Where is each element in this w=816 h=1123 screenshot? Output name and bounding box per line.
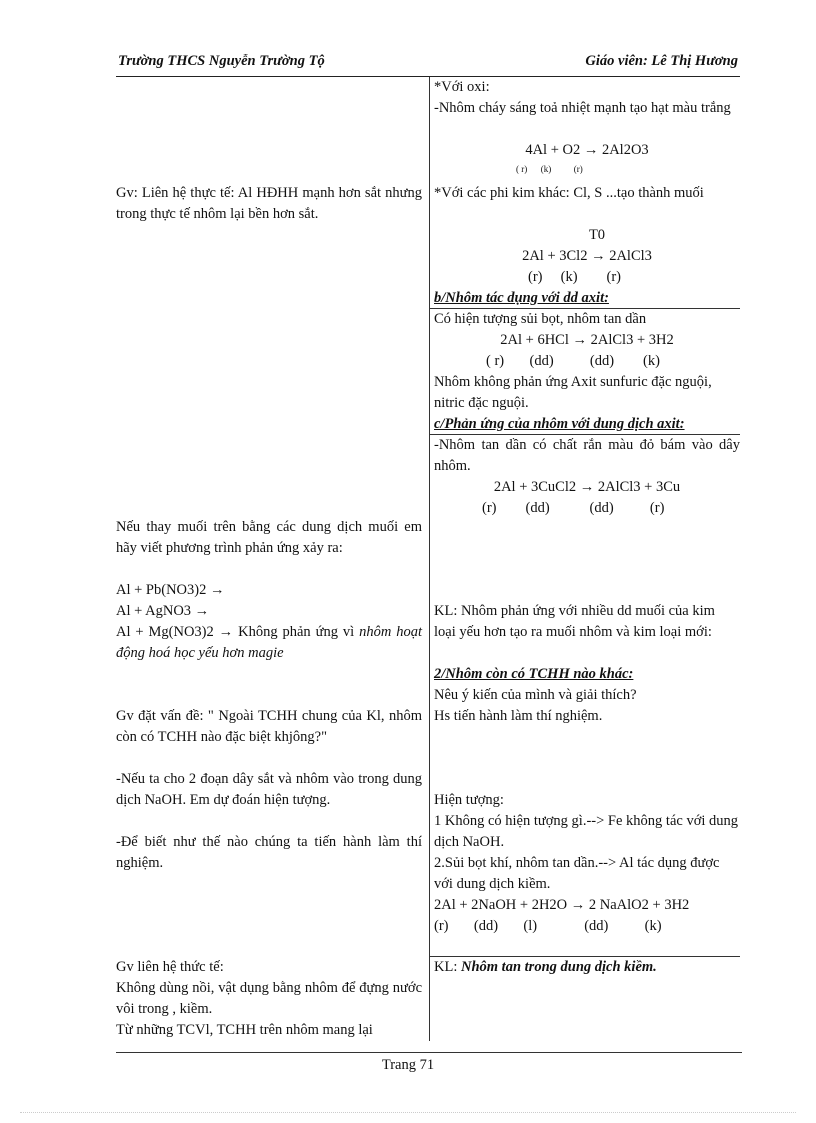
left-p6-3: Từ những TCVl, TCHH trên nhôm mang lại bbox=[116, 1022, 373, 1038]
left-eq2: Al + AgNO3 → bbox=[116, 603, 210, 619]
left-eq3 bbox=[116, 622, 422, 664]
right-eq4: 2Al + 3CuCl2 → 2AlCl3 + 3Cu bbox=[493, 479, 681, 495]
footer-rule bbox=[116, 1052, 742, 1053]
row-divider-2 bbox=[430, 434, 740, 435]
right-r4: Có hiện tượng sủi bọt, nhôm tan dần bbox=[434, 311, 647, 327]
left-p4: -Nếu ta cho 2 đoạn dây sắt và nhôm vào trong dung dịch NaOH. Em dự đoán hiện tượng. bbox=[116, 771, 422, 808]
left-p2: Nếu thay muối trên bằng các dung dịch muối em hãy viết phương trình phản ứng xảy ra: bbox=[116, 519, 422, 556]
left-p5: -Để biết như thế nào chúng ta tiến hành làm thí nghiệm. bbox=[116, 834, 422, 871]
right-r13 bbox=[434, 957, 740, 978]
right-r3: *Với các phi kim khác: Cl, S ...tạo thành muối bbox=[434, 185, 704, 201]
right-r1: *Với oxi: bbox=[434, 79, 490, 95]
left-p3: Gv đặt vấn đề: " Ngoài TCHH chung của Kl, nhôm còn có TCHH nào đặc biệt khjông?" bbox=[116, 708, 422, 745]
right-eq5: 2Al + 2NaOH + 2H2O → 2 NaAlO2 + 3H2 bbox=[434, 897, 690, 913]
right-eq5-states: (r) (dd) (l) (dd) (k) bbox=[434, 918, 662, 934]
right-column bbox=[434, 0, 740, 1040]
right-r13-conclusion: Nhôm tan trong dung dịch kiềm. bbox=[460, 959, 657, 975]
left-eq3-text: Al + Mg(NO3)2 → Không phản ứng vì bbox=[116, 624, 360, 640]
page-number: Trang 71 bbox=[381, 1057, 435, 1073]
right-heading-c: c/Phản ứng của nhôm với dung dịch axit: bbox=[434, 416, 685, 432]
right-r9: Hs tiến hành làm thí nghiệm. bbox=[434, 708, 603, 724]
right-r6: -Nhôm tan dần có chất rắn màu đỏ bám vào dây nhôm. bbox=[434, 437, 740, 474]
right-eq4-states: (r) (dd) (dd) (r) bbox=[482, 500, 665, 516]
row-divider-3 bbox=[430, 956, 740, 957]
right-eq2-states: (r) (k) (r) bbox=[528, 269, 622, 285]
left-p6-1: Gv liên hệ thức tế: bbox=[116, 959, 224, 975]
school-name: Trường THCS Nguyễn Trường Tộ bbox=[118, 53, 325, 69]
right-r7: KL: Nhôm phản ứng với nhiều dd muối của kim loại yếu hơn tạo ra muối nhôm và kim loại mới: bbox=[434, 603, 715, 640]
column-divider bbox=[429, 77, 430, 1041]
left-p6-2: Không dùng nồi, vật dụng bằng nhôm để đựng nước vôi trong , kiềm. bbox=[116, 980, 422, 1017]
right-eq3: 2Al + 6HCl → 2AlCl3 + 3H2 bbox=[500, 332, 674, 348]
right-eq3-states: ( r) (dd) (dd) (k) bbox=[486, 353, 660, 369]
page-edge bbox=[20, 1112, 796, 1113]
right-r2: -Nhôm cháy sáng toả nhiệt mạnh tạo hạt màu trắng bbox=[434, 100, 731, 116]
right-t0: T0 bbox=[588, 227, 606, 243]
right-eq1: 4Al + O2 → 2Al2O3 bbox=[525, 142, 649, 158]
right-eq2: 2Al + 3Cl2 → 2AlCl3 bbox=[522, 248, 652, 264]
left-eq3-reason: nhôm hoạt động hoá học yếu hơn magie bbox=[116, 624, 422, 661]
right-r5: Nhôm không phản ứng Axit sunfuric đặc nguội, nitric đặc nguội. bbox=[434, 374, 712, 411]
right-r13-prefix: KL: bbox=[434, 959, 461, 975]
row-divider-1 bbox=[430, 308, 740, 309]
right-r8: Nêu ý kiến của mình và giải thích? bbox=[434, 687, 637, 703]
teacher-name: Giáo viên: Lê Thị Hương bbox=[585, 53, 738, 69]
right-r10: Hiện tượng: bbox=[434, 792, 504, 808]
right-eq1-states: ( r) (k) (r) bbox=[516, 164, 583, 174]
left-column bbox=[116, 0, 422, 1040]
left-eq1: Al + Pb(NO3)2 → bbox=[116, 582, 225, 598]
right-heading-b: b/Nhôm tác dụng với dd axit: bbox=[434, 290, 609, 306]
left-p1: Gv: Liên hệ thực tế: Al HĐHH mạnh hơn sắt nhưng trong thực tế nhôm lại bền hơn sắt. bbox=[116, 185, 422, 222]
right-r12: 2.Sủi bọt khí, nhôm tan dần.--> Al tác dụng được với dung dịch kiềm. bbox=[434, 855, 720, 892]
right-heading-2: 2/Nhôm còn có TCHH nào khác: bbox=[434, 666, 634, 682]
right-r11: 1 Không có hiện tượng gì.--> Fe không tác với dung dịch NaOH. bbox=[434, 813, 739, 850]
